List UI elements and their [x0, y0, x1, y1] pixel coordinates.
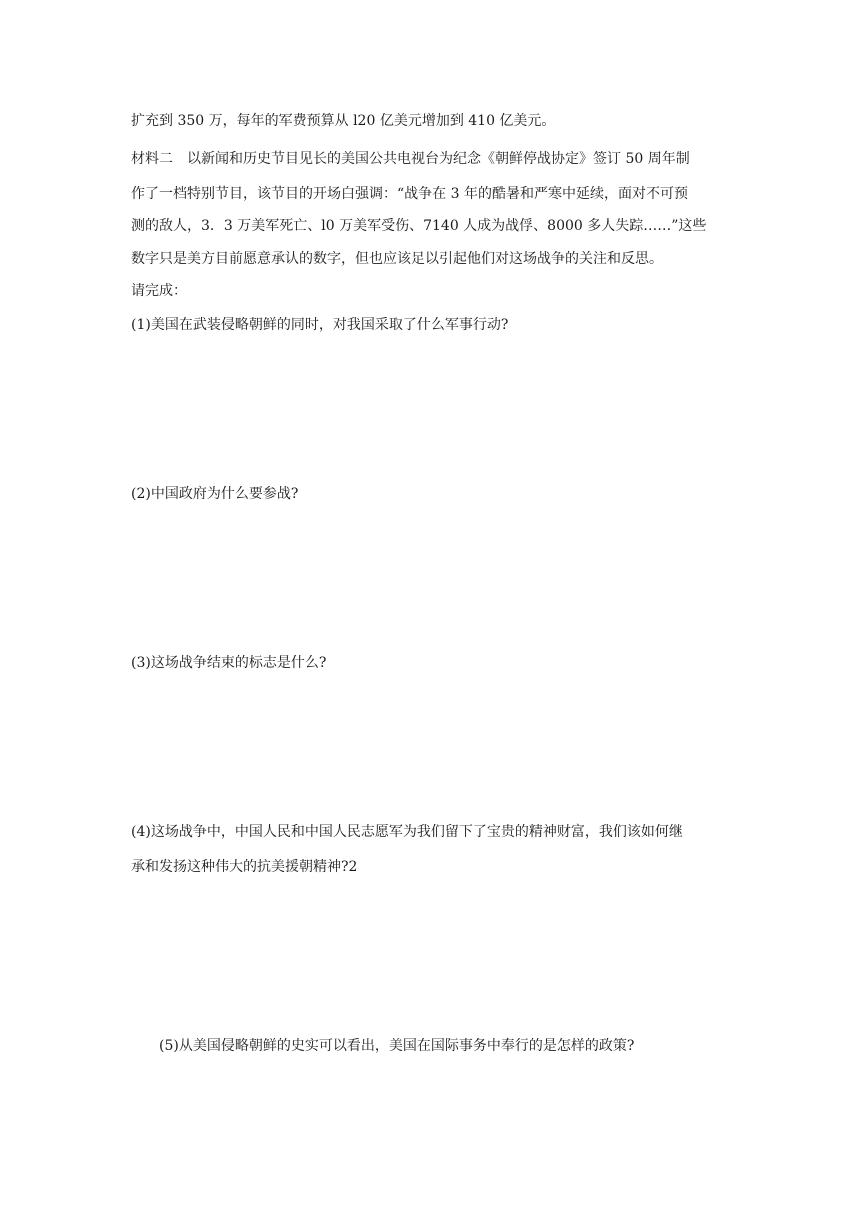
question-3: (3)这场战争结束的标志是什么?	[131, 655, 327, 671]
question-1: (1)美国在武装侵略朝鲜的同时，对我国采取了什么军事行动?	[131, 317, 509, 333]
question-4-line: (4)这场战争中，中国人民和中国人民志愿军为我们留下了宝贵的精神财富，我们该如何继	[131, 824, 683, 840]
material-two-line: 作了一档特别节目，该节目的开场白强调：“战争在 3 年的酷暑和严寒中延续，面对不可预	[131, 186, 688, 202]
question-5: (5)从美国侵略朝鲜的史实可以看出，美国在国际事务中奉行的是怎样的政策?	[159, 1038, 635, 1054]
material-two-line: 材料二 以新闻和历史节目见长的美国公共电视台为纪念《朝鲜停战协定》签订 50 周年制	[131, 151, 690, 167]
question-4-line: 承和发扬这种伟大的抗美援朝精神?2	[131, 859, 358, 875]
material-one-continuation: 扩充到 350 万，每年的军费预算从 l20 亿美元增加到 410 亿美元。	[131, 113, 556, 129]
material-two-line: 数字只是美方目前愿意承认的数字，但也应该足以引起他们对这场战争的关注和反思。	[131, 251, 663, 267]
instruction-text: 请完成：	[131, 283, 187, 299]
material-two-line: 测的敌人，3．3 万美军死亡、l0 万美军受伤、7140 人成为战俘、8000 多人失踪……”这些	[131, 218, 707, 234]
question-2: (2)中国政府为什么要参战?	[131, 486, 299, 502]
